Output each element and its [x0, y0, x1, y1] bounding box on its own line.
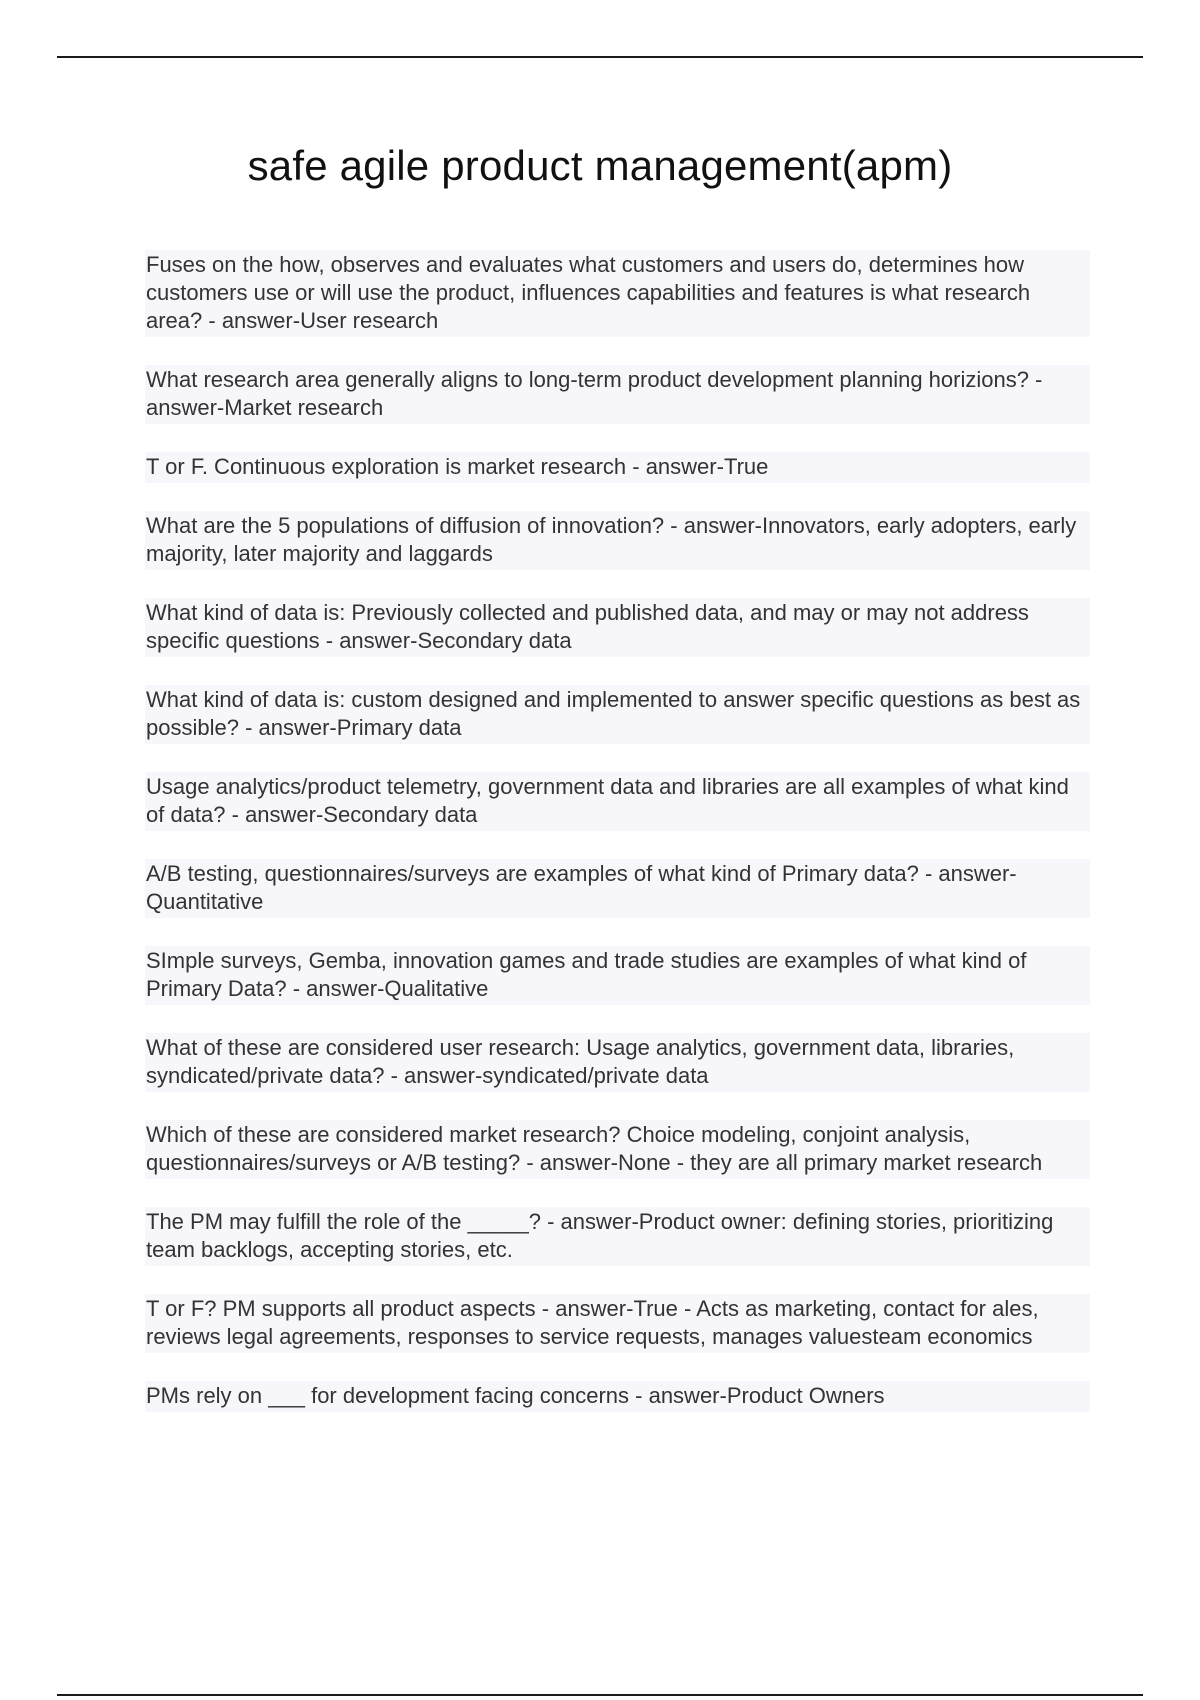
qa-item: Fuses on the how, observes and evaluates what customers and users do, determines how customers use or will use the product, influences capabilities and features is what research area? - answer-User research	[145, 250, 1090, 337]
page-title: safe agile product management(apm)	[247, 142, 953, 189]
qa-item: A/B testing, questionnaires/surveys are examples of what kind of Primary data? - answer-Quantitative	[145, 859, 1090, 918]
qa-item: T or F. Continuous exploration is market research - answer-True	[145, 452, 1090, 483]
qa-item: Which of these are considered market research? Choice modeling, conjoint analysis, questionnaires/surveys or A/B testing? - answer-None - they are all primary market research	[145, 1120, 1090, 1179]
qa-item: PMs rely on ___ for development facing concerns - answer-Product Owners	[145, 1381, 1090, 1412]
qa-item: What kind of data is: custom designed and implemented to answer specific questions as best as possible? - answer-Primary data	[145, 685, 1090, 744]
qa-item: What of these are considered user research: Usage analytics, government data, libraries, syndicated/private data? - answer-syndicated/private data	[145, 1033, 1090, 1092]
qa-item: T or F? PM supports all product aspects - answer-True - Acts as marketing, contact for ales, reviews legal agreements, responses to service requests, manages valuesteam economics	[145, 1294, 1090, 1353]
qa-item: SImple surveys, Gemba, innovation games and trade studies are examples of what kind of Primary Data? - answer-Qualitative	[145, 946, 1090, 1005]
qa-item: What research area generally aligns to long-term product development planning horizions? - answer-Market research	[145, 365, 1090, 424]
qa-item: Usage analytics/product telemetry, government data and libraries are all examples of what kind of data? - answer-Secondary data	[145, 772, 1090, 831]
qa-item: The PM may fulfill the role of the _____? - answer-Product owner: defining stories, prioritizing team backlogs, accepting stories, etc.	[145, 1207, 1090, 1266]
qa-item: What kind of data is: Previously collected and published data, and may or may not address specific questions - answer-Secondary data	[145, 598, 1090, 657]
bottom-rule	[57, 1694, 1143, 1696]
top-rule	[57, 56, 1143, 58]
qa-list	[145, 250, 1090, 1440]
qa-item: What are the 5 populations of diffusion of innovation? - answer-Innovators, early adopters, early majority, later majority and laggards	[145, 511, 1090, 570]
